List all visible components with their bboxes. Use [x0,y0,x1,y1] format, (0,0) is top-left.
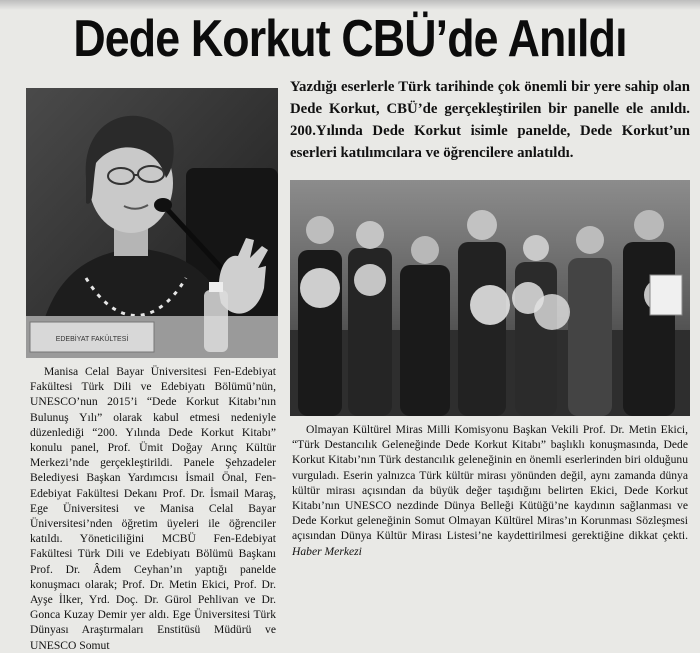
lead-paragraph: Yazdığı eserlerle Türk tarihinde çok önemli bir yere sahip olan Dede Korkut, CBÜ’de gerçekleştirilen bir panelle ele anıldı. 200.Yılında Dede Korkut isimle panelde, Dede Korkut’un eserleri katılımcılara ve öğrencilere anlatıldı. [290,79,690,161]
panelists-group-photo [290,180,690,416]
article-body-left [30,364,276,653]
body-paragraph-right [292,422,688,559]
speaker-photo [26,88,278,358]
article-body-right [292,422,688,559]
body-paragraph-left: Manisa Celal Bayar Üniversitesi Fen-Edebiyat Fakültesi Türk Dili ve Edebiyatı Bölümü’nün, UNESCO’nun 2015’i “Dede Korkut Kitabı’nın Bulunuş Yılı” olarak kabul etmesi nedeniyle düzenlediği “200. Yılında Dede Korkut Kitabı” konulu panel, Prof. Ümit Doğay Arınç Kültür Merkezi’nde gerçekleştirildi. Panele Şehzadeler Belediyesi Başkan Yardımcısı İsmail Önal, Fen-Edebiyat Fakültesi Dekanı Prof. Dr. İsmail Maraş, Ege Üniversitesi ve Manisa Celal Bayar Üniversitesi’nden öğretim üyeleri ile öğrenciler katıldı. Yöneticiliğini MCBÜ Fen-Edebiyat Fakültesi Türk Dili ve Edebiyatı Bölümü Başkanı Prof. Dr. Âdem Ceyhan’ın yaptığı panelde konuşmacı olarak; Prof. Dr. Metin Ekici, Prof. Dr. Ayşe İlker, Yrd. Doç. Dr. Gürol Pehlivan ve Dr. Gonca Kuzay Demir yer aldı. Ege Üniversitesi Türk Dünyası Araştırmaları Enstitüsü Müdürü ve UNESCO Somut [30,365,276,652]
headline: Dede Korkut CBÜ’de Anıldı [73,10,627,68]
byline: Haber Merkezi [292,544,362,558]
name-sign-text: EDEBİYAT FAKÜLTESİ [55,336,129,343]
body-text-right: Olmayan Kültürel Miras Milli Komisyonu Başkan Vekili Prof. Dr. Metin Ekici, “Türk Destancılık Geleneğinde Dede Korkut Kitabı” başlıklı konuşmasında, Dede Korkut Kitabı’nın Türk destancılık geleneğinin en önemli eserlerinden biri olduğunu vurguladı. Eserin yalnızca Türk kültür mirası yönünden değil, aynı zamanda dünya kültür mirası açısından da büyük değer taşıdığını belirten Ekici, Dede Korkut Kitabı’nın UNESCO nezdinde Dünya Belleği Kütüğü’ne kaydının sağlanması ve Dede Korkut geleneğinin Somut Olmayan Kültürel Miras’ın Korunması Sözleşmesi açısından Dünya Kültür Mirası Listesi’ne kaydettirilmesi gerektiğine dikkat çekti. [292,423,688,543]
